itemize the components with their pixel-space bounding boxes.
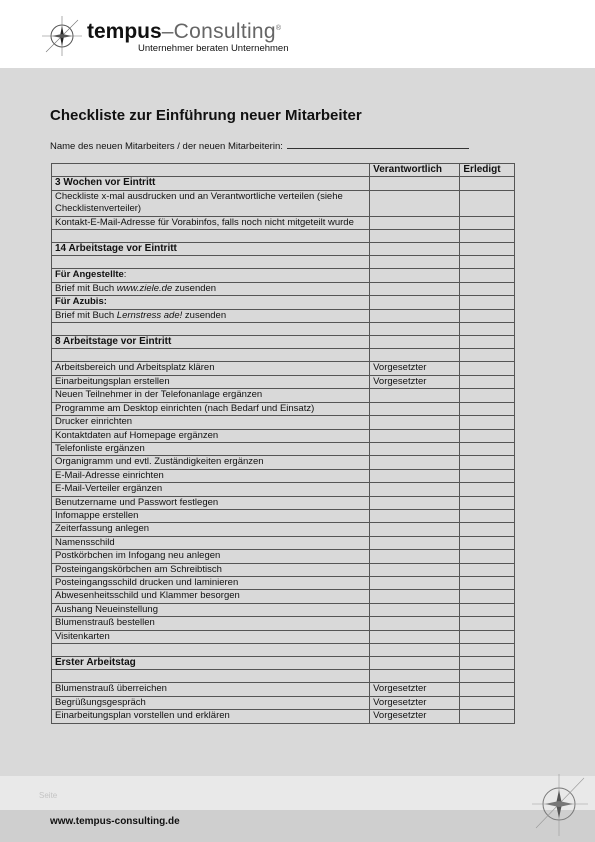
task-cell: Posteingangskörbchen am Schreibtisch	[52, 563, 370, 576]
responsible-cell: Vorgesetzter	[370, 710, 460, 723]
responsible-cell	[370, 496, 460, 509]
responsible-cell: Vorgesetzter	[370, 375, 460, 388]
responsible-cell	[370, 469, 460, 482]
task-cell: Kontakt-E-Mail-Adresse für Vorabinfos, falls noch nicht mitgeteilt wurde	[52, 216, 370, 229]
table-row	[52, 216, 515, 229]
task-cell: Benutzername und Passwort festlegen	[52, 496, 370, 509]
done-checkbox[interactable]	[460, 442, 515, 455]
task-cell: Begrüßungsgespräch	[52, 696, 370, 709]
checklist-table	[51, 163, 515, 724]
done-checkbox[interactable]	[460, 456, 515, 469]
responsible-cell	[370, 416, 460, 429]
done-checkbox[interactable]	[460, 416, 515, 429]
section-title: Erster Arbeitstag	[52, 657, 370, 670]
subgroup-row	[52, 296, 515, 309]
employee-name-label: Name des neuen Mitarbeiters / der neuen Mitarbeiterin:	[50, 141, 283, 152]
done-checkbox[interactable]	[460, 469, 515, 482]
task-cell: Kontaktdaten auf Homepage ergänzen	[52, 429, 370, 442]
task-cell: Namensschild	[52, 536, 370, 549]
responsible-cell	[370, 523, 460, 536]
done-checkbox[interactable]	[460, 576, 515, 589]
done-checkbox[interactable]	[460, 282, 515, 295]
table-row	[52, 563, 515, 576]
table-row	[52, 536, 515, 549]
table-row	[52, 402, 515, 415]
table-row	[52, 483, 515, 496]
done-checkbox[interactable]	[460, 309, 515, 322]
compass-star-icon	[528, 770, 590, 838]
responsible-cell	[370, 617, 460, 630]
responsible-cell	[370, 389, 460, 402]
responsible-cell: Vorgesetzter	[370, 683, 460, 696]
table-row	[52, 389, 515, 402]
done-checkbox[interactable]	[460, 590, 515, 603]
subgroup-label: Für Azubis:	[52, 296, 370, 309]
done-checkbox[interactable]	[460, 683, 515, 696]
spacer-row	[52, 670, 515, 683]
table-row	[52, 550, 515, 563]
task-cell: Arbeitsbereich und Arbeitsplatz klären	[52, 362, 370, 375]
responsible-cell	[370, 536, 460, 549]
done-checkbox[interactable]	[460, 536, 515, 549]
done-checkbox[interactable]	[460, 523, 515, 536]
task-cell: Posteingangsschild drucken und laminieren	[52, 576, 370, 589]
task-cell: Aushang Neueinstellung	[52, 603, 370, 616]
responsible-cell	[370, 483, 460, 496]
table-row	[52, 696, 515, 709]
table-row	[52, 375, 515, 388]
table-row	[52, 683, 515, 696]
subgroup-label: Für Angestellte:	[52, 269, 370, 282]
responsible-cell: Vorgesetzter	[370, 696, 460, 709]
done-checkbox[interactable]	[460, 389, 515, 402]
task-cell: Visitenkarten	[52, 630, 370, 643]
employee-name-field[interactable]	[287, 139, 469, 149]
done-checkbox[interactable]	[460, 190, 515, 216]
brand-tagline: Unternehmer beraten Unternehmen	[138, 43, 289, 54]
responsible-cell	[370, 550, 460, 563]
done-checkbox[interactable]	[460, 216, 515, 229]
done-checkbox[interactable]	[460, 603, 515, 616]
employee-name-line	[50, 139, 469, 152]
task-cell: Blumenstrauß überreichen	[52, 683, 370, 696]
done-checkbox[interactable]	[460, 177, 515, 190]
spacer-row	[52, 323, 515, 336]
responsible-cell	[370, 590, 460, 603]
responsible-cell	[370, 190, 460, 216]
section-heading-row	[52, 336, 515, 349]
table-row	[52, 509, 515, 522]
table-row	[52, 309, 515, 322]
task-cell: E-Mail-Verteiler ergänzen	[52, 483, 370, 496]
table-row	[52, 603, 515, 616]
task-cell: Blumenstrauß bestellen	[52, 617, 370, 630]
done-checkbox[interactable]	[460, 336, 515, 349]
responsible-cell	[370, 216, 460, 229]
task-cell: Checkliste x-mal ausdrucken und an Verantwortliche verteilen (siehe Checklistenverteiler)	[52, 190, 370, 216]
column-header-done: Erledigt	[460, 164, 515, 177]
spacer-row	[52, 349, 515, 362]
table-row	[52, 456, 515, 469]
task-cell: Infomappe erstellen	[52, 509, 370, 522]
page-header	[0, 0, 595, 68]
brand-logo: tempus–Consulting®	[87, 20, 282, 43]
table-row	[52, 523, 515, 536]
subgroup-row	[52, 269, 515, 282]
done-checkbox[interactable]	[460, 429, 515, 442]
done-checkbox[interactable]	[460, 550, 515, 563]
done-checkbox[interactable]	[460, 630, 515, 643]
task-cell: Programme am Desktop einrichten (nach Bedarf und Einsatz)	[52, 402, 370, 415]
done-checkbox[interactable]	[460, 657, 515, 670]
responsible-cell	[370, 456, 460, 469]
table-row	[52, 590, 515, 603]
table-row	[52, 190, 515, 216]
responsible-cell	[370, 576, 460, 589]
done-checkbox[interactable]	[460, 696, 515, 709]
responsible-cell	[370, 630, 460, 643]
table-row	[52, 469, 515, 482]
task-cell: Zeiterfassung anlegen	[52, 523, 370, 536]
done-checkbox[interactable]	[460, 402, 515, 415]
section-heading-row	[52, 243, 515, 256]
task-cell: Einarbeitungsplan vorstellen und erklären	[52, 710, 370, 723]
responsible-cell	[370, 309, 460, 322]
table-row	[52, 710, 515, 723]
responsible-cell	[370, 429, 460, 442]
page-number-ghost: Seite	[39, 791, 58, 800]
responsible-cell: Vorgesetzter	[370, 362, 460, 375]
task-cell: Telefonliste ergänzen	[52, 442, 370, 455]
responsible-cell	[370, 402, 460, 415]
task-cell: Brief mit Buch www.ziele.de zusenden	[52, 282, 370, 295]
done-checkbox[interactable]	[460, 563, 515, 576]
done-checkbox[interactable]	[460, 483, 515, 496]
table-row	[52, 496, 515, 509]
section-title: 3 Wochen vor Eintritt	[52, 177, 370, 190]
done-checkbox[interactable]	[460, 509, 515, 522]
table-row	[52, 362, 515, 375]
table-row	[52, 630, 515, 643]
table-row	[52, 429, 515, 442]
spacer-row	[52, 644, 515, 657]
table-row	[52, 442, 515, 455]
responsible-cell	[370, 282, 460, 295]
responsible-cell	[370, 563, 460, 576]
table-header-row	[52, 164, 515, 177]
spacer-row	[52, 256, 515, 269]
compass-star-icon	[40, 14, 84, 58]
task-cell: Neuen Teilnehmer in der Telefonanlage ergänzen	[52, 389, 370, 402]
responsible-cell	[370, 509, 460, 522]
task-cell: Abwesenheitsschild und Klammer besorgen	[52, 590, 370, 603]
section-heading-row	[52, 657, 515, 670]
table-row	[52, 416, 515, 429]
header-task-cell	[52, 164, 370, 177]
task-cell: Postkörbchen im Infogang neu anlegen	[52, 550, 370, 563]
table-row	[52, 282, 515, 295]
responsible-cell	[370, 603, 460, 616]
section-title: 14 Arbeitstage vor Eintritt	[52, 243, 370, 256]
table-row	[52, 617, 515, 630]
page-title: Checkliste zur Einführung neuer Mitarbeiter	[50, 107, 362, 124]
task-cell: Einarbeitungsplan erstellen	[52, 375, 370, 388]
done-checkbox[interactable]	[460, 496, 515, 509]
done-checkbox[interactable]	[460, 375, 515, 388]
done-checkbox[interactable]	[460, 617, 515, 630]
done-checkbox[interactable]	[460, 362, 515, 375]
footer-band	[0, 776, 595, 810]
footer-website-link[interactable]: www.tempus-consulting.de	[50, 816, 180, 827]
task-cell: E-Mail-Adresse einrichten	[52, 469, 370, 482]
done-checkbox[interactable]	[460, 243, 515, 256]
task-cell: Organigramm und evtl. Zuständigkeiten ergänzen	[52, 456, 370, 469]
done-checkbox[interactable]	[460, 710, 515, 723]
section-title: 8 Arbeitstage vor Eintritt	[52, 336, 370, 349]
spacer-row	[52, 230, 515, 243]
task-cell: Brief mit Buch Lernstress ade! zusenden	[52, 309, 370, 322]
column-header-responsible: Verantwortlich	[370, 164, 460, 177]
responsible-cell	[370, 442, 460, 455]
task-cell: Drucker einrichten	[52, 416, 370, 429]
table-row	[52, 576, 515, 589]
section-heading-row	[52, 177, 515, 190]
